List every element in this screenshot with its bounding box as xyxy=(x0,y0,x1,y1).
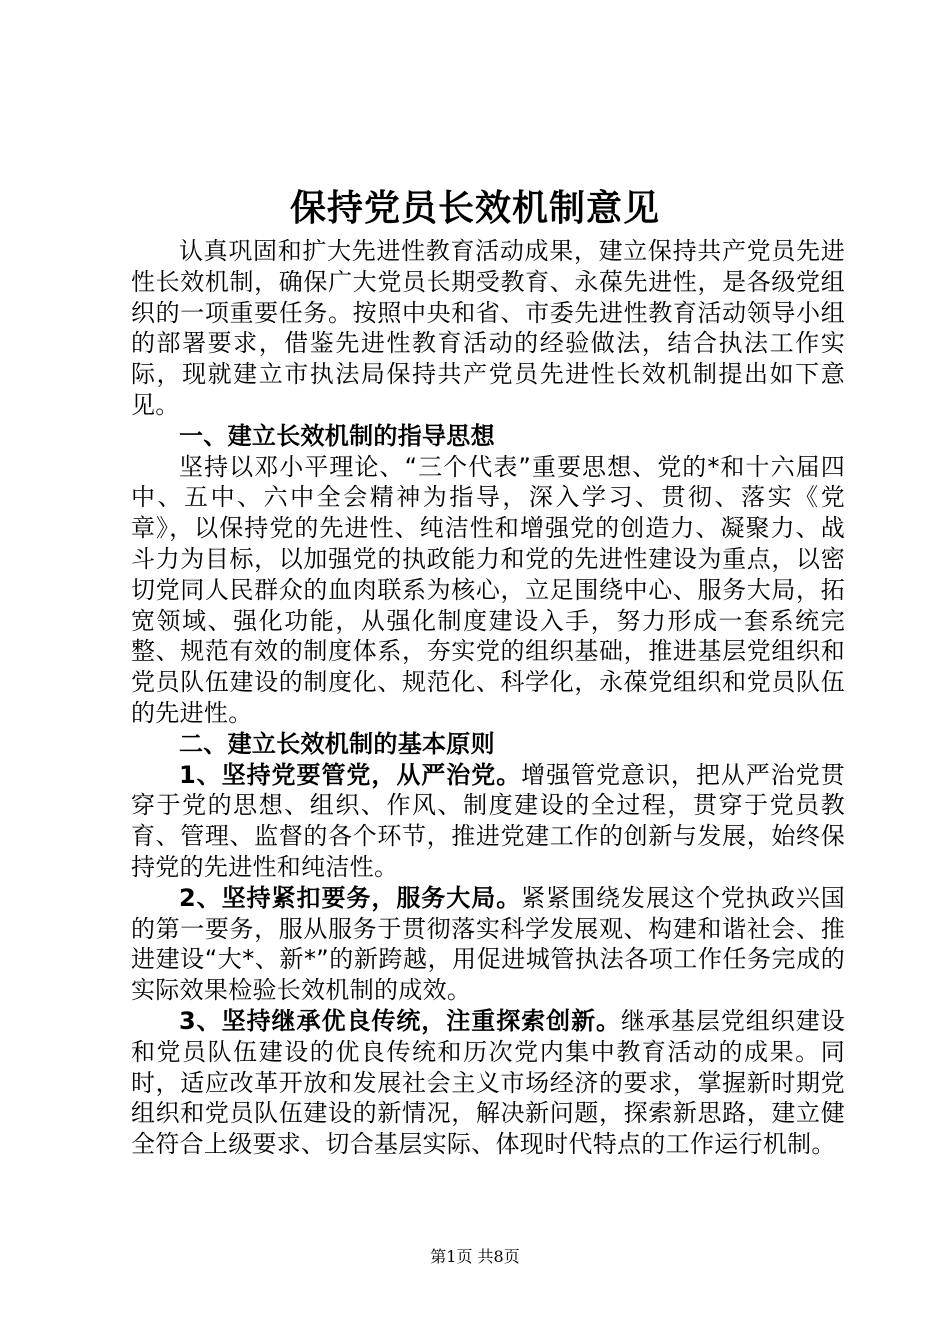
page-number-footer: 第1页 共8页 xyxy=(430,1247,520,1266)
section-heading-guiding-ideology: 一、建立长效机制的指导思想 xyxy=(179,421,495,450)
principle-paragraph-3 xyxy=(131,1006,845,1160)
principle-paragraph-2 xyxy=(131,883,845,1006)
principle-lead-2: 2、坚持紧扣要务，服务大局。 xyxy=(179,883,522,912)
document-title: 保持党员长效机制意见 xyxy=(289,187,660,229)
intro-paragraph: 认真巩固和扩大先进性教育活动成果，建立保持共产党员先进性长效机制，确保广大党员长期受教育、永葆先进性，是各级党组织的一项重要任务。按照中央和省、市委先进性教育活动领导小组的部署要求，借鉴先进性教育活动的经验做法，结合执法工作实际，现就建立市执法局保持共产党员先进性长效机制提出如下意见。 xyxy=(131,237,845,419)
principle-lead-1: 1、坚持党要管党，从严治党。 xyxy=(179,760,522,789)
principle-text-3: 继承基层党组织建设和党员队伍建设的优良传统和历次党内集中教育活动的成果。同时，适应改革开放和发展社会主义市场经济的要求，掌握新时期党组织和党员队伍建设的新情况，解决新问题，探索新思路，建立健全符合上级要求、切合基层实际、体现时代特点的工作运行机制。 xyxy=(131,1006,845,1159)
principle-text-2: 紧紧围绕发展这个党执政兴国的第一要务，服从服务于贯彻落实科学发展观、构建和谐社会、推进建设“大*、新*”的新跨越，用促进城管执法各项工作任务完成的实际效果检验长效机制的成效。 xyxy=(131,883,845,1005)
guiding-ideology-paragraph: 坚持以邓小平理论、“三个代表”重要思想、党的*和十六届四中、五中、六中全会精神为指导，深入学习、贯彻、落实《党章》，以保持党的先进性、纯洁性和增强党的创造力、凝聚力、战斗力为目标，以加强党的执政能力和党的先进性建设为重点，以密切党同人民群众的血肉联系为核心，立足围绕中心、服务大局，拓宽领域、强化功能，从强化制度建设入手，努力形成一套系统完整、规范有效的制度体系，夯实党的组织基础，推进基层党组织和党员队伍建设的制度化、规范化、科学化，永葆党组织和党员队伍的先进性。 xyxy=(131,452,845,727)
section-heading-basic-principles: 二、建立长效机制的基本原则 xyxy=(179,729,495,758)
document-body xyxy=(131,236,845,1160)
principle-lead-3: 3、坚持继承优良传统，注重探索创新。 xyxy=(179,1006,621,1035)
principle-text-1: 增强管党意识，把从严治党贯穿于党的思想、组织、作风、制度建设的全过程，贯穿于党员教育、管理、监督的各个环节，推进党建工作的创新与发展，始终保持党的先进性和纯洁性。 xyxy=(131,760,845,881)
principle-paragraph-1 xyxy=(131,760,845,883)
